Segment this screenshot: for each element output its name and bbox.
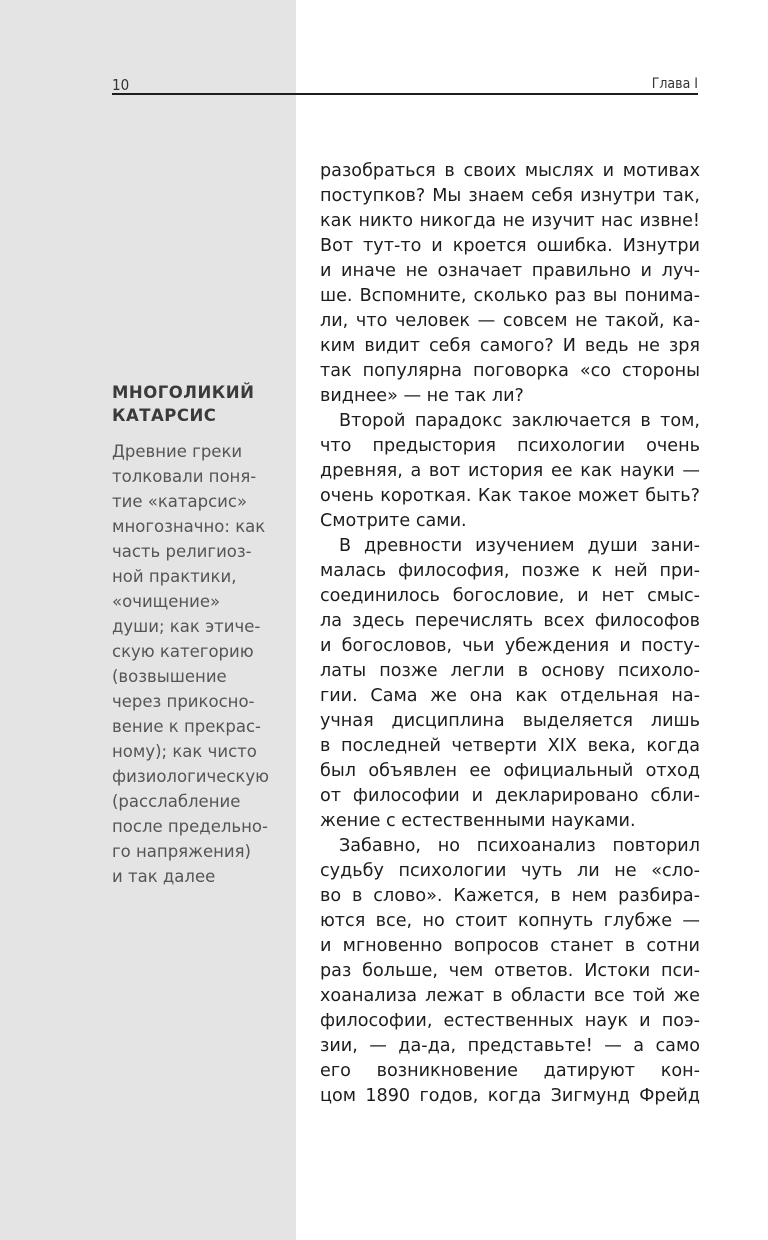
sidebar-line: Древние греки: [112, 442, 243, 461]
body-text: [320, 159, 700, 1109]
text-line: в последней четверти XIX века, когда: [320, 736, 700, 756]
text-line: В древности изучением души зани-: [339, 536, 700, 556]
text-line: во в слово». Кажется, в нем разбира-: [320, 886, 700, 906]
text-line: Второй парадокс заключается в том,: [339, 411, 700, 431]
page-number: 10: [112, 76, 130, 94]
text-line: малась философия, позже к ней при-: [320, 561, 700, 581]
text-line: так популярна поговорка «со стороны: [320, 361, 700, 381]
sidebar-line: толковали поня-: [112, 467, 257, 486]
sidebar-line: го напряжения): [112, 842, 251, 861]
text-line: Смотрите сами.: [320, 511, 467, 531]
text-line: хоанализа лежат в области все той же: [320, 986, 700, 1006]
text-line: ли, что человек — совсем не такой, ка-: [320, 311, 700, 331]
text-line: и богословов, чьи убеждения и посту-: [320, 636, 700, 656]
sidebar-line: вение к прекрас-: [112, 717, 261, 736]
text-line: ются все, но стоит копнуть глубже —: [320, 911, 700, 931]
text-line: как никто никогда не изучит нас извне!: [320, 211, 700, 231]
text-line: цом 1890 годов, когда Зигмунд Фрейд: [320, 1086, 700, 1106]
sidebar-line: (возвышение: [112, 667, 227, 686]
chapter-label: Глава I: [651, 76, 698, 92]
text-line: раз больше, чем ответов. Истоки пси-: [320, 961, 700, 981]
text-line: зии, — да-да, представьте! — а само: [320, 1036, 700, 1056]
text-line: поступков? Мы знаем себя изнутри так,: [320, 186, 700, 206]
text-line: виднее» — не так ли?: [320, 386, 524, 406]
sidebar-title: [112, 381, 282, 427]
text-line: от философии и декларировано сбли-: [320, 786, 700, 806]
sidebar-text: [112, 439, 282, 889]
sidebar-line: через прикосно-: [112, 692, 255, 711]
text-line: Вот тут-то и кроется ошибка. Изнутри: [320, 236, 700, 256]
text-line: ким видит себя самого? И ведь не зря: [320, 336, 700, 356]
text-line: ше. Вспомните, сколько раз вы понима-: [320, 286, 700, 306]
text-line: учная дисциплина выделяется лишь: [320, 711, 700, 731]
text-line: очень короткая. Как такое может быть?: [320, 486, 700, 506]
text-line: был объявлен ее официальный отход: [320, 761, 700, 781]
sidebar-line: и так далее: [112, 867, 216, 886]
text-line: ла здесь перечислять всех философов: [320, 611, 700, 631]
sidebar-line: ной практики,: [112, 567, 237, 586]
text-line: и иначе не означает правильно и луч-: [320, 261, 700, 281]
text-line: соединилось богословие, и нет смыс-: [320, 586, 700, 606]
sidebar-line: часть религиоз-: [112, 542, 252, 561]
sidebar-line: ному); как чисто: [112, 742, 257, 761]
text-line: что предыстория психологии очень: [320, 436, 700, 456]
sidebar-line: многозначно: как: [112, 517, 266, 536]
sidebar-title-line: КАТАРСИС: [112, 406, 217, 425]
text-line: его возникновение датируют кон-: [320, 1061, 700, 1081]
sidebar-line: скую категорию: [112, 642, 254, 661]
text-line: Забавно, но психоанализ повторил: [339, 836, 700, 856]
text-line: и мгновенно вопросов станет в сотни: [320, 936, 700, 956]
text-line: жение с естественными науками.: [320, 811, 636, 831]
header-rule: [112, 93, 698, 95]
text-line: древняя, а вот история ее как науки —: [320, 461, 700, 481]
sidebar-line: после предельно-: [112, 817, 268, 836]
text-line: философии, естественных наук и поэ-: [320, 1011, 700, 1031]
text-line: судьбу психологии чуть ли не «сло-: [320, 861, 700, 881]
text-line: гии. Сама же она как отдельная на-: [320, 686, 700, 706]
sidebar-line: «очищение»: [112, 592, 221, 611]
text-line: латы позже легли в основу психоло-: [320, 661, 700, 681]
sidebar-line: тие «катарсис»: [112, 492, 248, 511]
sidebar-line: (расслабление: [112, 792, 241, 811]
sidebar-line: физиологическую: [112, 767, 270, 786]
sidebar-title-line: МНОГОЛИКИЙ: [112, 383, 255, 402]
sidebar-line: души; как этиче-: [112, 617, 261, 636]
text-line: разобраться в своих мыслях и мотивах: [320, 161, 700, 181]
sidebar-note: [112, 381, 282, 889]
